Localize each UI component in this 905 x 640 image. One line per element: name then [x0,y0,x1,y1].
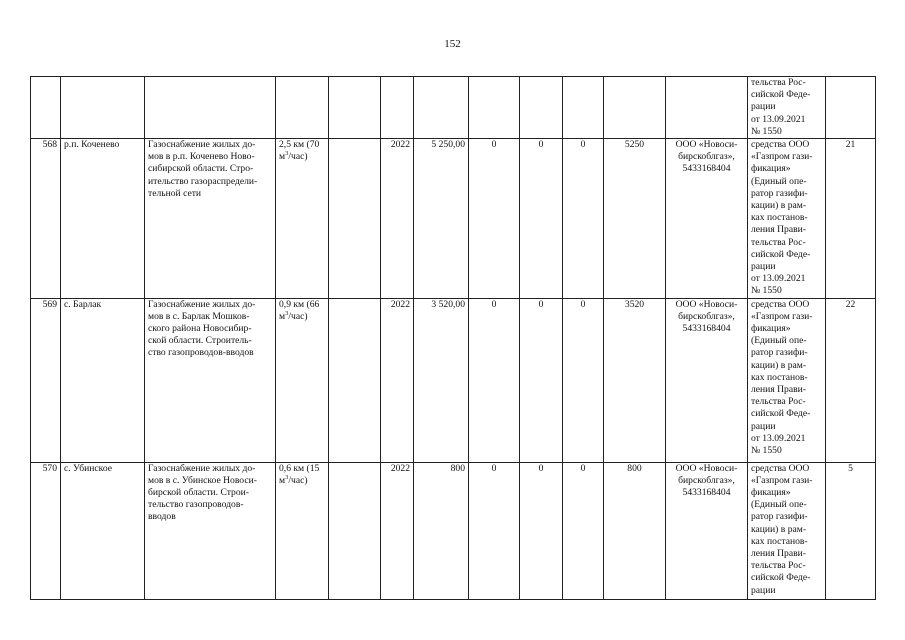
cell-last: 22 [826,298,876,462]
cell-year: 2022 [381,139,414,299]
table-row [31,298,876,462]
cell-capacity [276,139,329,299]
cell-v1: 0 [469,462,520,599]
cell-empty [329,298,381,462]
cell-capacity [276,77,329,139]
cell-v1: 0 [469,298,520,462]
cell-total: 5 250,00 [414,139,469,299]
cell-last: 21 [826,139,876,299]
cell-v2: 0 [520,462,563,599]
cell-funding: средства ООО «Газпром гази- фикация» (Единый опе- ратор газифи- кации) в рам- ках постанов- ления Прави- тельства Рос- сийской Феде- рации от 13.09.2021 № 1550 [748,298,826,462]
cell-v1 [469,77,520,139]
cell-empty [329,462,381,599]
cell-year: 2022 [381,298,414,462]
capacity-text: 0,6 км (15 м [279,462,320,486]
cell-v1: 0 [469,139,520,299]
cell-org: ООО «Новоси- бирскоблгаз», 5433168404 [666,298,748,462]
capacity-text: 0,9 км (66 м [279,298,320,322]
cell-v3: 0 [563,139,604,299]
cell-total: 800 [414,462,469,599]
cell-v4: 800 [604,462,666,599]
cell-description: Газоснабжение жилых до- мов в с. Барлак Мошков- ского района Новосибир- ской области. Строитель- ство газопроводов-вводов [145,298,276,462]
cell-description [145,77,276,139]
cell-year [381,77,414,139]
capacity-superscript: 3 [285,150,289,158]
cell-last [826,77,876,139]
capacity-superscript: 3 [285,473,289,481]
cell-v3: 0 [563,462,604,599]
cell-year: 2022 [381,462,414,599]
cell-num: 570 [31,462,61,599]
cell-total: 3 520,00 [414,298,469,462]
cell-place: с. Барлак [61,298,145,462]
cell-capacity [276,298,329,462]
cell-v2: 0 [520,139,563,299]
cell-v4: 3520 [604,298,666,462]
cell-capacity [276,462,329,599]
capacity-superscript: 3 [285,309,289,317]
cell-v4: 5250 [604,139,666,299]
cell-v2 [520,77,563,139]
cell-empty [329,139,381,299]
table-row-continuation [31,77,876,139]
cell-last: 5 [826,462,876,599]
cell-funding: средства ООО «Газпром гази- фикация» (Единый опе- ратор газифи- кации) в рам- ках постанов- ления Прави- тельства Рос- сийской Феде- рации [748,462,826,599]
cell-funding: средства ООО «Газпром гази- фикация» (Единый опе- ратор газифи- кации) в рам- ках постанов- ления Прави- тельства Рос- сийской Феде- рации от 13.09.2021 № 1550 [748,139,826,299]
cell-v2: 0 [520,298,563,462]
gasification-table [30,76,876,600]
cell-num: 568 [31,139,61,299]
capacity-unit: /час) [288,151,308,163]
cell-total [414,77,469,139]
cell-place: с. Убинское [61,462,145,599]
cell-org: ООО «Новоси- бирскоблгаз», 5433168404 [666,139,748,299]
cell-description: Газоснабжение жилых до- мов в с. Убинское Новоси- бирской области. Строи- тельство газопроводов- вводов [145,462,276,599]
cell-v4 [604,77,666,139]
cell-v3 [563,77,604,139]
capacity-unit: /час) [288,310,308,322]
page-number: 152 [444,38,461,50]
cell-v3: 0 [563,298,604,462]
cell-org [666,77,748,139]
cell-funding: тельства Рос- сийской Феде- рации от 13.09.2021 № 1550 [748,77,826,139]
table-row [31,462,876,599]
cell-empty [329,77,381,139]
cell-place [61,77,145,139]
table-row [31,139,876,299]
capacity-unit: /час) [288,474,308,486]
cell-num: 569 [31,298,61,462]
cell-org: ООО «Новоси- бирскоблгаз», 5433168404 [666,462,748,599]
cell-place: р.п. Коченево [61,139,145,299]
cell-num [31,77,61,139]
capacity-text: 2,5 км (70 м [279,139,320,163]
cell-description: Газоснабжение жилых до- мов в р.п. Коченево Ново- сибирской области. Стро- ительство газораспредели- тельной сети [145,139,276,299]
